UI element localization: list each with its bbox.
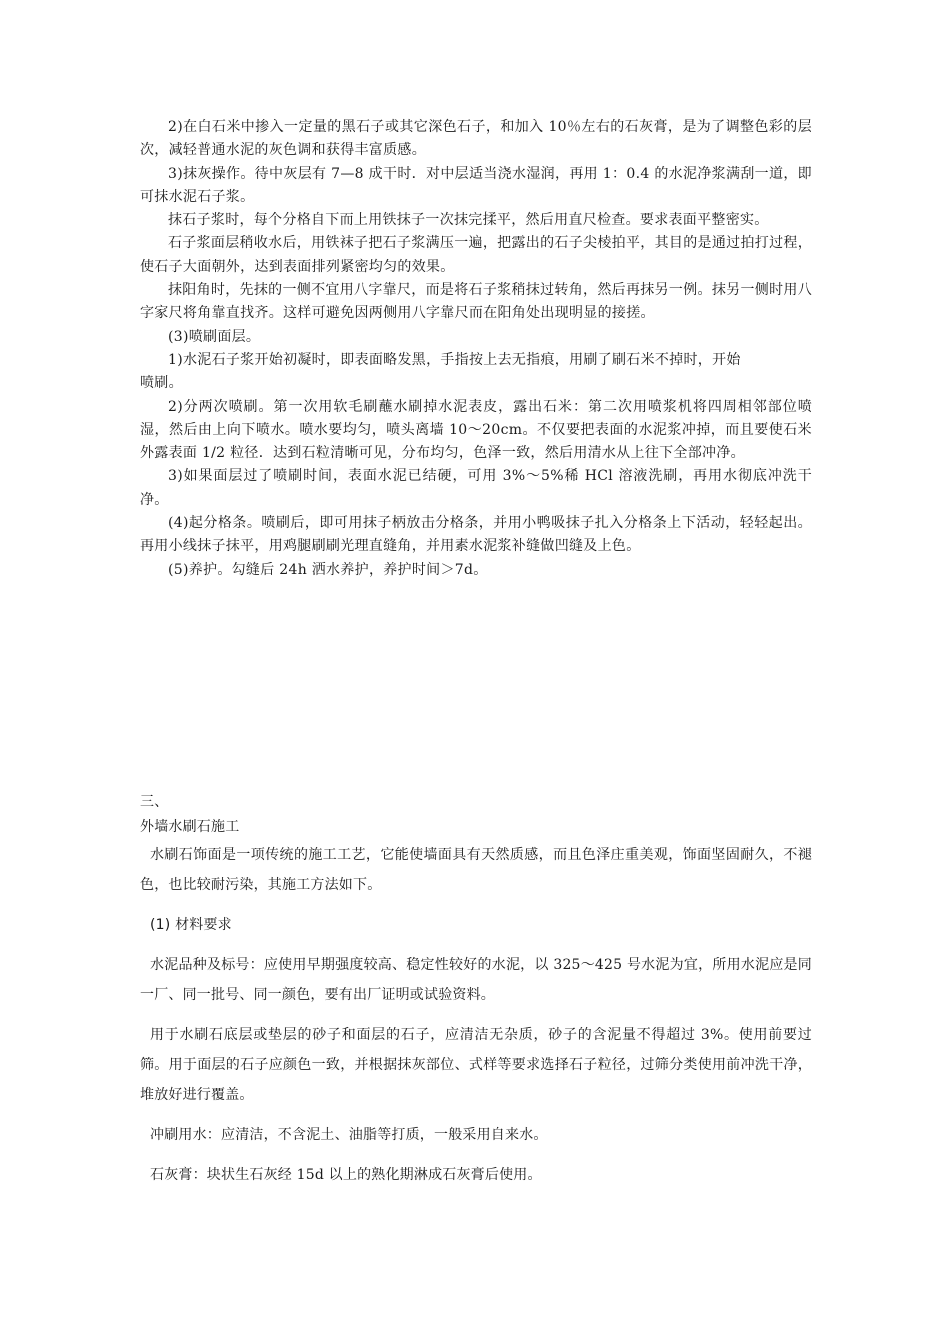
section-number: 三、 [140,794,169,810]
material-water: 冲刷用水：应清洁，不含泥土、油脂等打质，一般采用自来水。 [150,1127,548,1143]
paragraph-curing: (5)养护。勾缝后 24h 洒水养护，养护时间＞7d。 [168,561,488,578]
heading-spray-surface: (3)喷刷面层。 [168,328,261,345]
paragraph-spray-step-3: 3)如果面层过了喷刷时间，表面水泥已结硬，可用 3%～5%稀 HCl 溶液洗刷，再用水彻底冲洗干净。 [140,468,812,508]
paragraph-remove-strips: (4)起分格条。喷刷后，即可用抹子柄放击分格条，并用小鸭吸抹子扎入分格条上下活动，轻轻起出。再用小线抹子抹平，用鸡腿刷刷光理直缝角，并用素水泥浆补缝做凹缝及上色。 [140,515,812,555]
section-three [140,790,812,1190]
paragraph-step-2: 2)在白石米中掺入一定量的黑石子或其它深色石子，和加入 10％左右的石灰膏，是为了调整色彩的层次，减轻普通水泥的灰色调和获得丰富质感。 [140,119,812,159]
section-title: 外墙水刷石施工 [140,819,240,835]
material-cement: 水泥品种及标号：应使用早期强度较高、稳定性较好的水泥，以 325～425 号水泥为宜，所用水泥应是同一厂、同一批号、同一颜色，要有出厂证明或试验资料。 [140,957,812,1003]
materials-subhead: (1) 材料要求 [150,917,232,933]
paragraph-stone-paste: 抹石子浆时，每个分格自下而上用铁抹子一次抹完揉平，然后用直尺检查。要求表面平整密实。 [168,212,769,229]
paragraph-step-3: 3)抹灰操作。待中灰层有 7—8 成干时．对中层适当浇水湿润，再用 1：0.4 的水泥净浆满刮一道，即可抹水泥石子浆。 [140,165,812,205]
paragraph-spray-step-1-cont: 喷刷。 [140,375,183,392]
paragraph-spray-step-2: 2)分两次喷刷。第一次用软毛刷蘸水刷掉水泥表皮，露出石米：第二次用喷浆机将四周相邻部位喷湿，然后由上向下喷水。喷水要均匀，喷头离墙 10～20cm。不仅要把表面的水泥浆冲掉，而且要使石米外露表面 1/2 粒径．达到石粒清晰可见，分布均匀，色泽一致，然后用清水从上往下全部冲净。 [140,398,812,462]
section-intro: 水刷石饰面是一项传统的施工工艺，它能使墙面具有天然质感，而且色泽庄重美观，饰面坚固耐久，不褪色，也比较耐污染，其施工方法如下。 [140,847,812,893]
material-sand-stone: 用于水刷石底层或垫层的砂子和面层的石子，应清洁无杂质，砂子的含泥量不得超过 3%。使用前要过筛。用于面层的石子应颜色一致，并根据抹灰部位、式样等要求选择石子粒径，过筛分类使用前冲洗干净，堆放好进行覆盖。 [140,1027,812,1103]
paragraph-outer-corner: 抹阳角时，先抹的一侧不宜用八字靠尺，而是将石子浆稍抹过转角，然后再抹另一例。抹另一侧时用八字家尺将角靠直找齐。这样可避免因两侧用八字靠尺而在阳角处出现明显的接搓。 [140,282,812,322]
material-lime-paste: 石灰膏：块状生石灰经 15d 以上的熟化期淋成石灰膏后使用。 [150,1167,542,1183]
construction-steps-section [140,116,812,582]
paragraph-spray-step-1: 1)水泥石子浆开始初凝时，即表面略发黑，手指按上去无指痕，用刷了刷石米不掉时，开始 [168,351,741,368]
paragraph-press-surface: 石子浆面层稍收水后，用铁袜子把石子浆满压一遍，把露出的石子尖棱拍平，其目的是通过拍打过程，使石子大面朝外，达到表面排列紧密均匀的效果。 [140,235,812,275]
